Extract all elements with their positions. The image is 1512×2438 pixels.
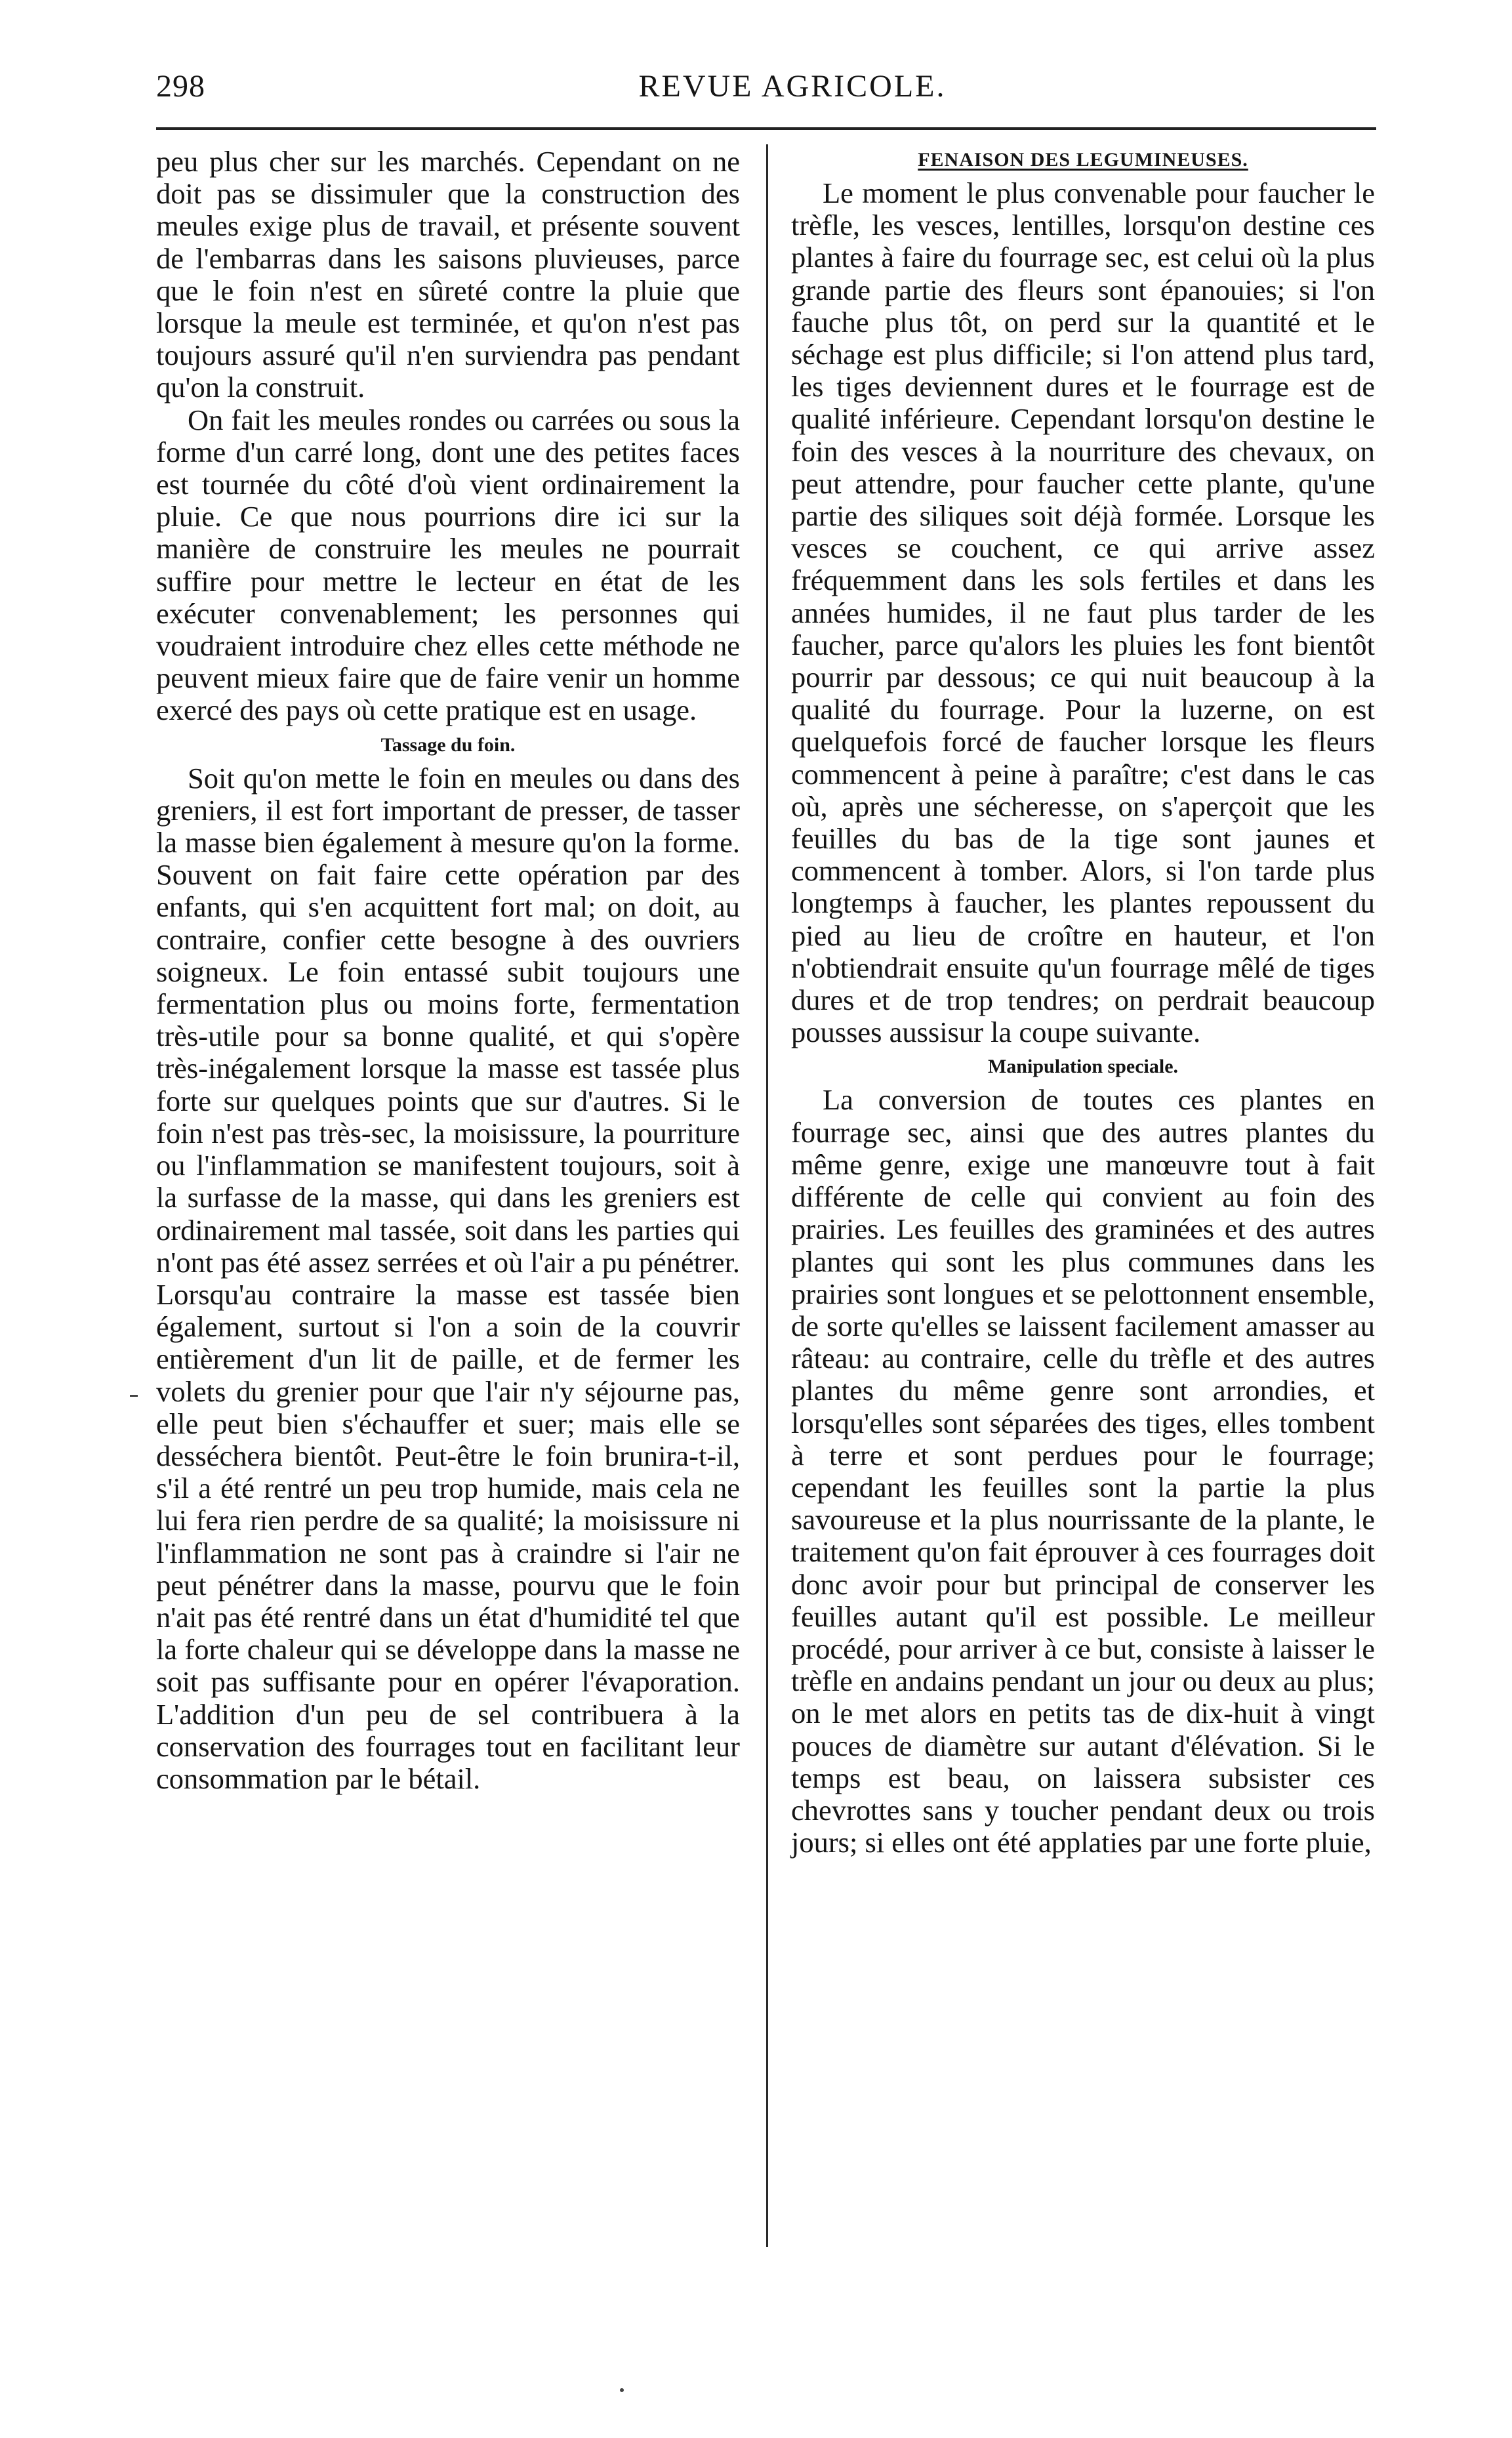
margin-mark — [130, 1395, 138, 1397]
right-paragraph-2: La conversion de toutes ces plantes en fourrage sec, ainsi que des autres plantes du même genre, exige une manœuvre tout à fait différente de celle qui convient au foin des prairies. Les feuilles des graminées et des autres plantes qui sont les plus communes dans les prairies sont longues et se pelottonnent ensemble, de sorte qu'elles se laissent facilement amasser au râteau: au contraire, celle du trèfle et des autres plantes du même genre sont arrondies, et lorsqu'elles sont séparées des tiges, elles tombent à terre et sont perdues pour le fourrage; cependant les feuilles sont la partie la plus savoureuse et la plus nourrissante de la plante, le traitement qu'on fait éprouver à ces fourrages doit donc avoir pour but principal de conserver les feuilles autant qu'il est possible. Le meilleur procédé, pour arriver à ce but, consiste à laisser le trèfle en andains pendant un jour ou deux au plus; on le met alors en petits tas de dix-huit à vingt pouces de diamètre sur autant d'élévation. Si le temps est beau, on laissera subsister ces chevrottes sans y toucher pendant deux ou trois jours; si elles ont été applaties par une forte pluie, — [791, 1083, 1375, 1859]
header-rule — [156, 127, 1376, 130]
page-header — [156, 66, 1376, 118]
section-heading-fenaison: FENAISON DES LEGUMINEUSES. — [918, 149, 1248, 171]
column-divider — [766, 144, 768, 2247]
left-paragraph-3: Soit qu'on mette le foin en meules ou dans des greniers, il est fort important de presser, de tasser la masse bien également à mesure qu'on la forme. Souvent on fait faire cette opération par des enfants, qui s'en acquittent fort mal; on doit, au contraire, confier cette besogne à des ouvriers soigneux. Le foin entassé subit toujours une fermentation plus ou moins forte, fermentation très-utile pour sa bonne qualité, et qui s'opère très-inégalement lorsque la masse est tassée plus forte sur quelques points que sur d'autres. Si le foin n'est pas très-sec, la moisissure, la pourriture ou l'inflammation se manifestent toujours, soit à la surfasse de la masse, qui dans les greniers est ordinairement mal tassée, soit dans les parties qui n'ont pas été assez serrées et où l'air a pu pénétrer. Lorsqu'au contraire la masse est tassée bien également, surtout si l'on a soin de la couvrir entièrement d'un lit de paille, et de fermer les volets du grenier pour que l'air n'y séjourne pas, elle peut bien s'échauffer et suer; mais elle se desséchera bientôt. Peut-être le foin brunira-t-il, s'il a été rentré un peu trop humide, mais cela ne lui fera rien perdre de sa qualité; la moisissure ni l'inflammation ne sont pas à craindre si l'air ne peut pénétrer dans la masse, pourvu que le foin n'ait pas été rentré dans un état d'humidité tel que la forte chaleur qui se développe dans la masse ne soit pas suffisante pour en opérer l'évaporation. L'addition d'un peu de sel contribuera à la conservation des fourrages tout en facilitant leur consommation par le bétail. — [156, 761, 740, 1795]
footer-dot — [620, 2388, 624, 2392]
left-column — [156, 146, 740, 1795]
left-paragraph-2: On fait les meules rondes ou carrées ou sous la forme d'un carré long, dont une des petites faces est tournée du côté d'où vient ordinairement la pluie. Ce que nous pourrions dire ici sur la manière de construire les meules ne pourrait suffire pour mettre le lecteur en état de les exécuter convenablement; les personnes qui voudraient introduire chez elles cette méthode ne peuvent mieux faire que de faire venir un homme exercé des pays où cette pratique est en usage. — [156, 403, 740, 727]
page-number: 298 — [156, 69, 205, 104]
left-paragraph-1: peu plus cher sur les marchés. Cependant on ne doit pas se dissimuler que la construction des meules exige plus de travail, et présente souvent de l'embarras dans les saisons pluvieuses, parce que le foin n'est en sûreté contre la pluie que lorsque la meule est terminée, et qu'on n'est pas toujours assuré qu'il n'en surviendra pas pendant qu'on la construit. — [156, 145, 740, 404]
section-heading-manipulation: Manipulation speciale. — [987, 1056, 1179, 1078]
section-heading-tassage: Tassage du foin. — [380, 733, 516, 756]
running-title: REVUE AGRICOLE. — [638, 69, 947, 104]
right-column — [791, 146, 1375, 1859]
right-paragraph-1: Le moment le plus convenable pour faucher le trèfle, les vesces, lentilles, lorsqu'on destine ces plantes à faire du fourrage sec, est celui où la plus grande partie des fleurs sont épanouies; si l'on fauche plus tôt, on perd sur la quantité et le séchage est plus difficile; si l'on attend plus tard, les tiges deviennent dures et le fourrage est de qualité inférieure. Cependant lorsqu'on destine le foin des vesces à la nourriture des chevaux, on peut attendre, pour faucher cette plante, qu'une partie des siliques soit déjà formée. Lorsque les vesces se couchent, ce qui arrive assez fréquemment dans les sols fertiles et dans les années humides, il ne faut plus tarder de les faucher, parce qu'alors les pluies les font bientôt pourrir par dessous; ce qui nuit beaucoup à la qualité du fourrage. Pour la luzerne, on est quelquefois forcé de faucher lorsque les fleurs commencent à peine à paraître; c'est dans le cas où, après une sécheresse, on s'aperçoit que les feuilles du bas de la tige sont jaunes et commencent à tomber. Alors, si l'on tarde plus longtemps à faucher, les plantes repoussent du pied au lieu de croître en hauteur, et l'on n'obtiendrait ensuite qu'un fourrage mêlé de tiges dures et de trop tendres; on perdrait beaucoup pousses aussisur la coupe suivante. — [791, 176, 1375, 1049]
